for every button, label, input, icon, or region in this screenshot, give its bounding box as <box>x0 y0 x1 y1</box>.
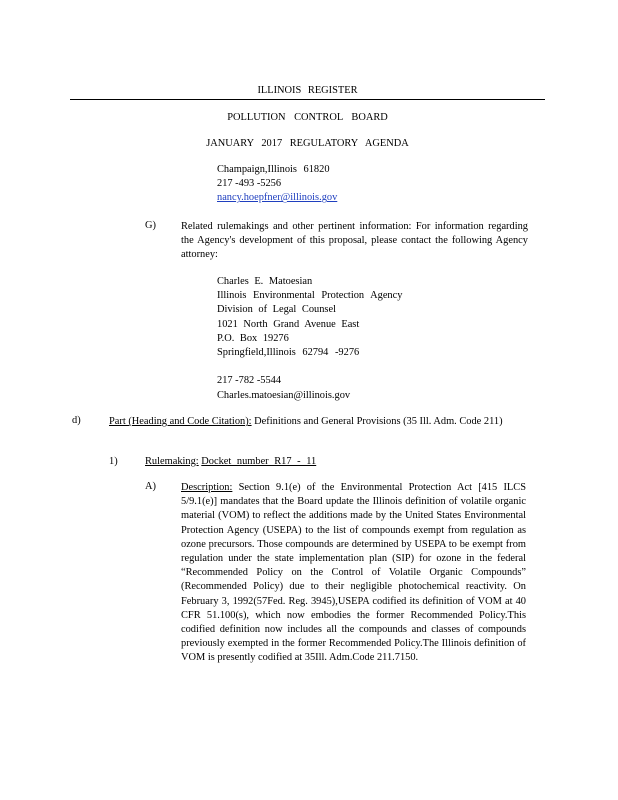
contact-city: Champaign,Illinois 61820 <box>217 164 330 175</box>
attorney-street: 1021 North Grand Avenue East <box>217 318 360 330</box>
item-1-marker: 1) <box>109 456 118 467</box>
section-g-text: Related rulemakings and other pertinent information: For information regarding the Agency's development of this proposal, please contact the following Agency attorney: <box>181 221 528 261</box>
attorney-city: Springfield,Illinois 62794 -9276 <box>217 346 360 358</box>
section-g-marker: G) <box>145 220 156 231</box>
spacer <box>217 360 402 374</box>
attorney-name: Charles E. Matoesian <box>217 276 313 287</box>
attorney-phone: 217 -782 -5544 <box>217 375 282 387</box>
agenda-title: JANUARY 2017 REGULATORY AGENDA <box>206 138 409 149</box>
contact-top <box>217 163 337 206</box>
item-1-label: Rulemaking: <box>145 456 199 467</box>
attorney-division: Division of Legal Counsel <box>217 304 336 316</box>
attorney-po-box: P.O. Box 19276 <box>217 332 289 344</box>
part-d-label: Part (Heading and Code Citation): <box>109 416 252 427</box>
part-d-paragraph <box>109 415 505 429</box>
item-a-paragraph <box>181 481 526 666</box>
attorney-contact <box>217 275 402 403</box>
item-1-text: Docket number R17 - 11 <box>201 456 317 467</box>
item-1-line <box>145 456 316 467</box>
attorney-agency: Illinois Environmental Protection Agency <box>217 290 403 302</box>
attorney-email: Charles.matoesian@illinois.gov <box>217 389 351 401</box>
contact-email-link[interactable]: nancy.hoepfner@illinois.gov <box>217 192 338 204</box>
board-title: POLLUTION CONTROL BOARD <box>227 112 388 123</box>
part-d-marker: d) <box>72 415 81 426</box>
register-title: ILLINOIS REGISTER <box>257 85 358 96</box>
header-rule <box>70 99 545 100</box>
contact-phone: 217 -493 -5256 <box>217 178 282 190</box>
item-a-label: Description: <box>181 482 233 493</box>
item-a-text: Section 9.1(e) of the Environmental Protection Act [415 ILCS 5/9.1(e)] mandates that the Board update the Illinois definition of volatile organic material (VOM) to reflect the additions made by the United States Environmental Protection Agency (USEPA) to the list of compounds exempt from regulation as ozone precursors. Those compounds are determined by USEPA to be exempt from regulation under the state implementation plan (SIP) for ozone in the federal “Recommended Policy on the Control of Volatile Organic Compounds” (Recommended Policy) due to their negligible photochemical reactivity. On February 3, 1992(57Fed. Reg. 3945),USEPA codified its definition of VOM at 40 CFR 51.100(s), which now embodies the former Recommended Policy.This codified definition now includes all the compounds and classes of compounds previously exempted in the former Recommended Policy.The Illinois definition of VOM is presently codified at 35Ill. Adm.Code 211.7150. <box>181 482 526 664</box>
item-a-marker: A) <box>145 481 156 492</box>
part-d-text: Definitions and General Provisions (35 Ill. Adm. Code 211) <box>254 416 503 427</box>
